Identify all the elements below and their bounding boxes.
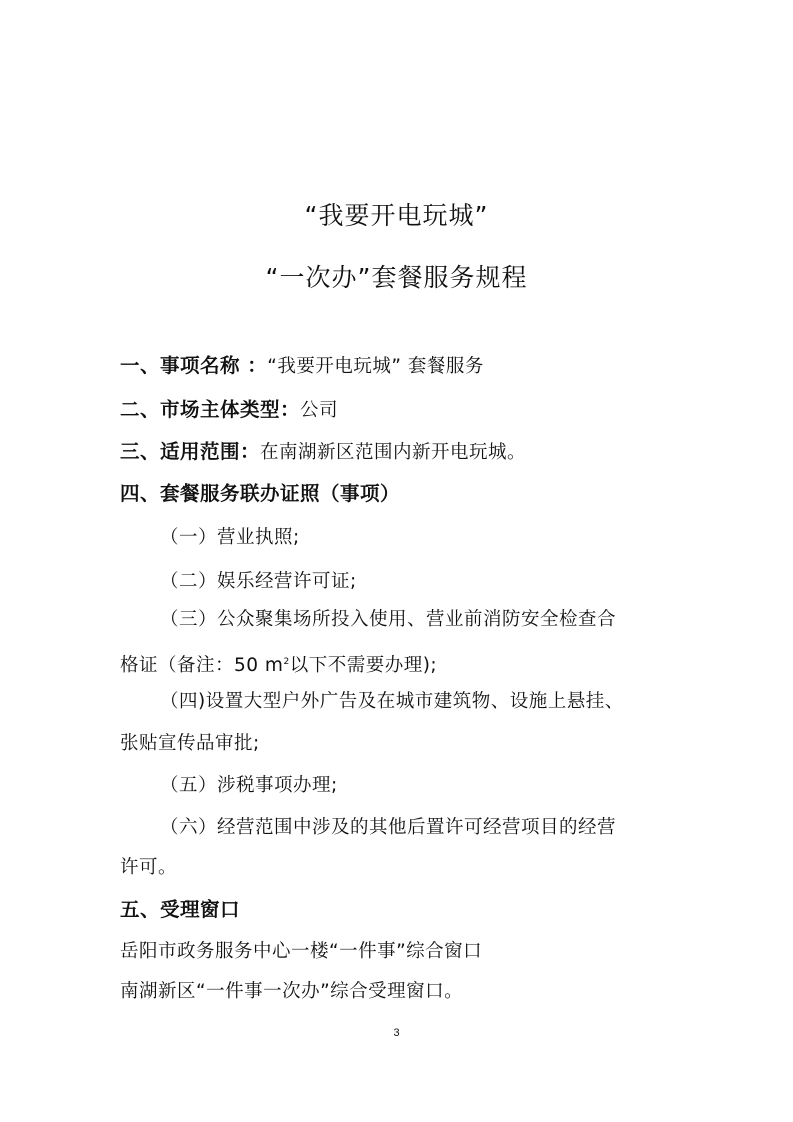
license-item-3-line2 <box>120 648 680 680</box>
section-value: 在南湖新区范围内新开电玩城。 <box>260 442 527 463</box>
window-item-2: 南湖新区“一件事一次办”综合受理窗口。 <box>120 981 464 1002</box>
section-heading-window: 五、受理窗口 <box>120 898 241 921</box>
section-value: “我要开电玩城” 套餐服务 <box>267 356 484 377</box>
license-item-5: （五）涉税事项办理; <box>160 775 338 796</box>
document-title-line2: “一次办”套餐服务规程 <box>265 263 528 292</box>
section-value: 公司 <box>300 400 339 421</box>
window-item-1: 岳阳市政务服务中心一楼“一件事”综合窗口 <box>120 941 483 962</box>
license-item-3-text-a: 格证（备注：50 m <box>120 655 284 677</box>
license-item-6-line2: 许可。 <box>120 857 178 878</box>
section-label: 三、适用范围： <box>120 440 261 463</box>
section-entity-type <box>120 396 680 425</box>
license-item-3-line1: （三）公众聚集场所投入使用、营业前消防安全检查合 <box>160 609 617 630</box>
section-item-name <box>120 352 680 381</box>
license-item-6-line1: （六）经营范围中涉及的其他后置许可经营项目的经营 <box>160 817 617 838</box>
license-item-4-line1: （四)设置大型户外广告及在城市建筑物、设施上悬挂、 <box>160 691 624 712</box>
license-item-1: （一）营业执照; <box>160 527 300 548</box>
page-number: 3 <box>393 1027 400 1039</box>
section-heading-licenses: 四、套餐服务联办证照（事项） <box>120 482 401 505</box>
license-item-2: （二）娱乐经营许可证; <box>160 571 357 592</box>
section-scope <box>120 438 680 467</box>
document-title-line1: “我要开电玩城” <box>304 201 489 230</box>
section-label: 二、市场主体类型： <box>120 398 301 421</box>
license-item-3-text-b: 以下不需要办理); <box>289 655 438 677</box>
section-label: 一、事项名称 ： <box>120 354 268 377</box>
license-item-4-line2: 张贴宣传品审批; <box>120 733 260 754</box>
superscript: 2 <box>283 657 290 667</box>
